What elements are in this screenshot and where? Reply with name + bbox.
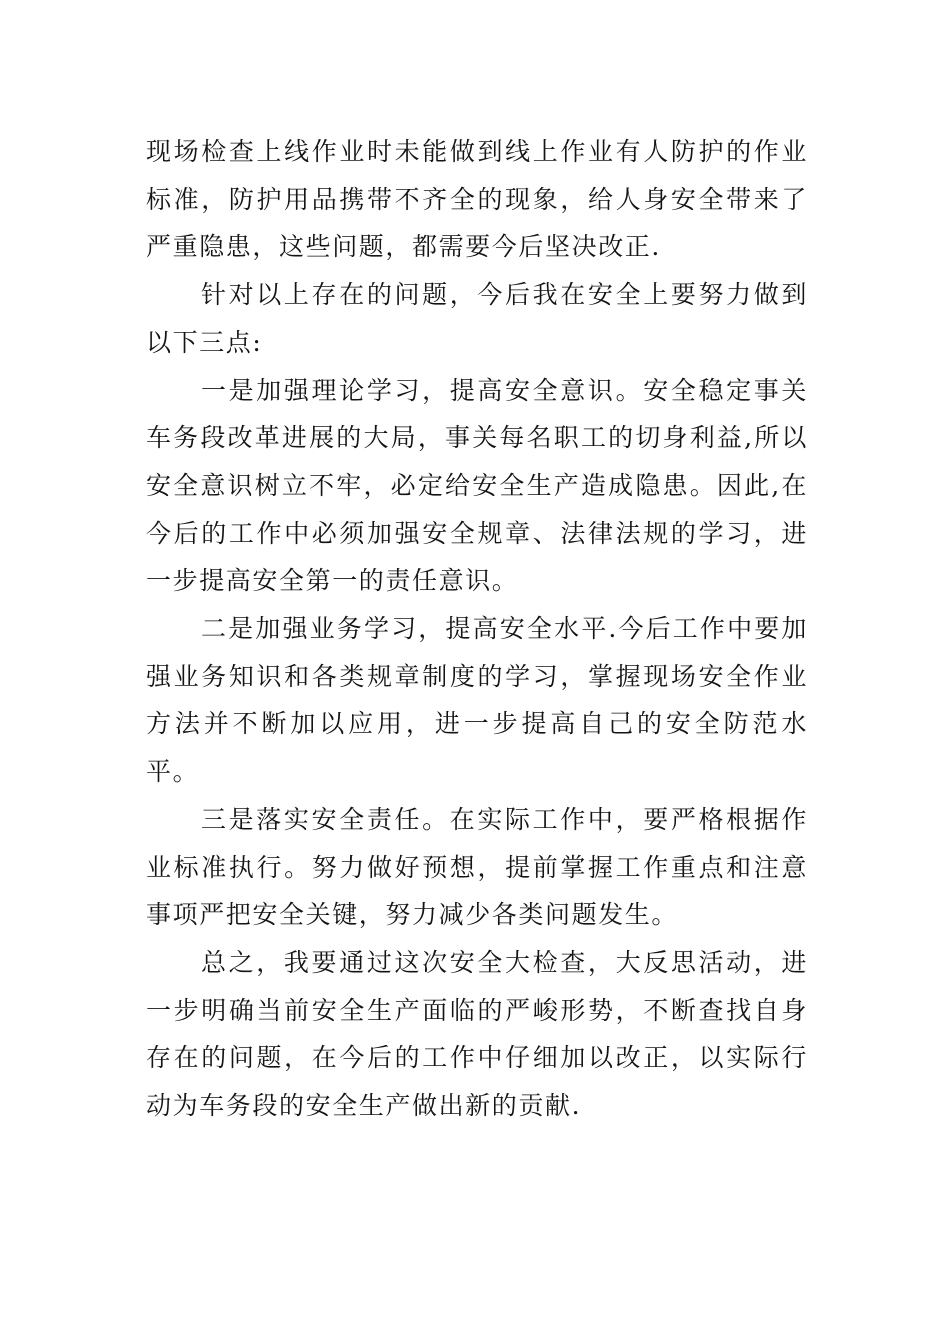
document-body [146,128,808,1130]
paragraph-4: 二是加强业务学习，提高安全水平.今后工作中要加强业务知识和各类规章制度的学习，掌握现场安全作业方法并不断加以应用，进一步提高自己的安全防范水平。 [146,614,808,787]
paragraph-3: 一是加强理论学习，提高安全意识。安全稳定事关车务段改革进展的大局，事关每名职工的切身利益,所以安全意识树立不牢，必定给安全生产造成隐患。因此,在今后的工作中必须加强安全规章、法律法规的学习，进一步提高安全第一的责任意识。 [146,375,808,596]
paragraph-2: 针对以上存在的问题，今后我在安全上要努力做到以下三点: [146,280,808,357]
paragraph-6: 总之，我要通过这次安全大检查，大反思活动，进一步明确当前安全生产面临的严峻形势，不断查找自身存在的问题，在今后的工作中仔细加以改正，以实际行动为车务段的安全生产做出新的贡献. [146,947,808,1121]
paragraph-5: 三是落实安全责任。在实际工作中，要严格根据作业标准执行。努力做好预想，提前掌握工作重点和注意事项严把安全关键，努力减少各类问题发生。 [146,804,808,930]
paragraph-1: 现场检查上线作业时未能做到线上作业有人防护的作业标准，防护用品携带不齐全的现象，给人身安全带来了严重隐患，这些问题，都需要今后坚决改正. [146,137,808,262]
